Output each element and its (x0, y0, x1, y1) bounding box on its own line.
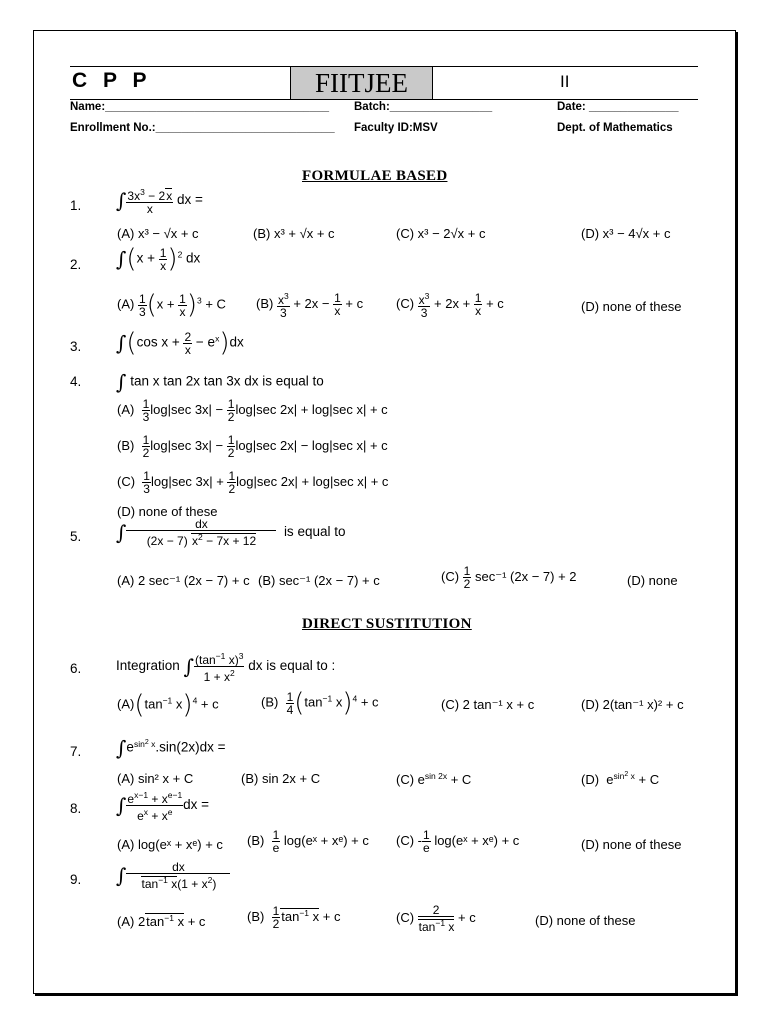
q8-option-b-label: (B) (247, 832, 265, 848)
q2-option-d[interactable]: (D) none of these (581, 299, 682, 314)
q8-option-c[interactable]: (C) - $\frac{1}{e}$ log(eˣ + xᵉ) + c (396, 828, 520, 855)
q6-option-a[interactable]: $(A)(\tan^{-1}$ x)$^4$ + c (117, 690, 219, 720)
q7-option-a[interactable]: (A) sin² x + C (117, 771, 194, 786)
q5-number: 5. (70, 529, 82, 544)
q8-stem: ∫ $\frac{e^{x-1} + x^{e-1}}{e^x + x^e}$ dx = (116, 790, 210, 823)
q1-option-a[interactable]: (A) x³ − √x + c (117, 226, 199, 241)
q8-option-c-label: (C) - (396, 832, 422, 848)
section-formulae-based: FORMULAE BASED (302, 168, 448, 184)
q2-option-b[interactable]: (B) $\frac{x^3}{3}$ + 2x − $\frac{1}{x}$ + c (256, 291, 364, 320)
q4-number: 4. (70, 374, 82, 389)
cpp-title: C P P (72, 69, 152, 92)
q7-option-b[interactable]: (B) sin 2x + C (241, 771, 321, 786)
q4-stem: ∫ tan x tan 2x tan 3x dx is equal to (116, 370, 324, 394)
q4-option-b[interactable]: (B) $\frac{1}{2}$ log|sec 3x| − $\frac{1}{2}$ log|sec 2x| − log|sec x| + c (117, 433, 388, 460)
q9-option-d[interactable]: (D) none of these (535, 913, 636, 928)
q6-option-c[interactable]: (C) 2 tan⁻¹ x + c (441, 697, 535, 712)
q8-option-c-expr: log(eˣ + xᵉ) + c (434, 832, 520, 848)
q3-number: 3. (70, 339, 82, 354)
batch-field[interactable]: Batch:________________ (354, 101, 493, 113)
q6-option-a-label: (A) (117, 696, 135, 712)
q5-option-c-expr: sec⁻¹ (2x − 7) + 2 (474, 568, 577, 584)
q7-stem: $\int e^{sin^2 x}.\sin(2x)dx$ = (116, 736, 226, 760)
q1-option-c[interactable]: (C) x³ − 2√x + c (396, 226, 486, 241)
date-field[interactable]: Date: ______________ (557, 101, 679, 113)
q3-stem: ∫(cos x + $\frac{2}{x}$ − $e^x)dx$ (116, 328, 244, 358)
q5-option-d[interactable]: (D) none (627, 573, 678, 588)
q5-option-c-label: (C) (441, 568, 460, 584)
q9-option-c[interactable]: (C) $\frac{2}{\tan^{-1} x}$ + c (396, 903, 476, 934)
q2-option-b-label: (B) (256, 295, 274, 311)
q2-number: 2. (70, 257, 82, 272)
q8-option-d[interactable]: (D) none of these (581, 837, 682, 852)
q5-stem-text: is equal to (283, 524, 346, 540)
q9-option-b-label: (B) (247, 908, 265, 924)
q1-option-d[interactable]: (D) x³ − 4√x + c (581, 226, 671, 241)
page-border-shadow-right (736, 32, 738, 996)
q9-option-c-label: (C) (396, 909, 415, 925)
q7-option-c[interactable]: (C) $e^{sin 2x} + C$ (396, 771, 472, 787)
q5-option-c[interactable]: (C) $\frac{1}{2}$ sec⁻¹ (2x − 7) + 2 (441, 564, 577, 591)
q6-stem-text: dx is equal to : (248, 658, 336, 674)
q7-option-c-label: (C) (396, 772, 415, 787)
q9-option-b[interactable]: (B) $\frac{1}{2}$ $\tan^{-1} x + c$ (247, 904, 341, 931)
q6-stem-prefix: Integration (116, 658, 180, 674)
page-border-shadow (35, 994, 738, 996)
q1-number: 1. (70, 198, 82, 213)
q4-option-c[interactable]: (C) $\frac{1}{3}$ log|sec 3x| + $\frac{1}{2}$ log|sec 2x| + log|sec x| + c (117, 469, 389, 496)
q2-option-c-label: (C) (396, 295, 415, 311)
q4-option-a[interactable]: (A) $\frac{1}{3}$ log|sec 3x| − $\frac{1}{2}$ log|sec 2x| + log|sec x| + c (117, 397, 388, 424)
q5-option-b[interactable]: (B) sec⁻¹ (2x − 7) + c (258, 573, 380, 588)
name-field[interactable]: Name:___________________________________ (70, 101, 330, 113)
q5-stem: ∫ $\frac{dx}{(2x - 7) x^2 - 7x + 12}$ is equal to (116, 517, 346, 548)
sheet-number: II (560, 72, 570, 91)
q9-stem: ∫ $\frac{dx}{\tan^{-1} x(1 + x^2)}$ (116, 861, 230, 890)
q6-number: 6. (70, 661, 82, 676)
q2-option-a[interactable]: (A) $\frac{1}{3}$ (x + $\frac{1}{x}$ )$^3$ + C (117, 290, 226, 320)
q1-stem: ∫ $\frac{3x^3 - 2x}{x}$ dx = (116, 187, 203, 216)
q1-option-b[interactable]: (B) x³ + √x + c (253, 226, 335, 241)
fiitjee-logo: FIITJEE (290, 66, 433, 100)
enrollment-field[interactable]: Enrollment No.:____________________________ (70, 122, 335, 134)
q6-option-b-label: (B) (261, 694, 279, 710)
q2-option-a-tail: + C (205, 296, 226, 312)
q8-option-a[interactable]: (A) log(eˣ + xᵉ) + c (117, 837, 223, 852)
department: Dept. of Mathematics (557, 122, 673, 134)
q6-option-d[interactable]: (D) 2(tan⁻¹ x)² + c (581, 697, 684, 712)
q5-option-a[interactable]: (A) 2 sec⁻¹ (2x − 7) + c (117, 573, 250, 588)
q8-number: 8. (70, 801, 82, 816)
faculty-id: Faculty ID:MSV (354, 122, 438, 134)
q9-number: 9. (70, 872, 82, 887)
q6-option-b[interactable]: (B) $\frac{1}{4}$ ($\tan^{-1}$ x)$^4$ + c (261, 688, 379, 718)
q7-option-d[interactable]: (D) $e^{sin^2 x} + C$ (581, 771, 660, 787)
q2-stem: ∫(x + $\frac{1}{x}$ )$^2$ dx (116, 244, 201, 274)
q7-option-d-label: (D) (581, 772, 600, 787)
q2-option-c[interactable]: (C) $\frac{x^3}{3}$ + 2x + $\frac{1}{x}$ + c (396, 291, 504, 320)
q9-option-a[interactable]: (A) $2\tan^{-1}$ x + c (117, 913, 206, 929)
q8-option-b[interactable]: (B) $\frac{1}{e}$ log(eˣ + xᵉ) + c (247, 828, 369, 855)
q7-number: 7. (70, 744, 82, 759)
q6-stem: Integration ∫ $\frac{(\tan^{-1} x)^3}{1 + x^2}$ dx is equal to : (116, 651, 336, 684)
q8-option-b-expr: log(eˣ + xᵉ) + c (283, 832, 369, 848)
q4-stem-text: tan x tan 2x tan 3x dx is equal to (130, 373, 324, 389)
q4-option-d[interactable]: (D) none of these (117, 504, 218, 519)
section-direct-substitution: DIRECT SUSTITUTION (302, 616, 472, 632)
